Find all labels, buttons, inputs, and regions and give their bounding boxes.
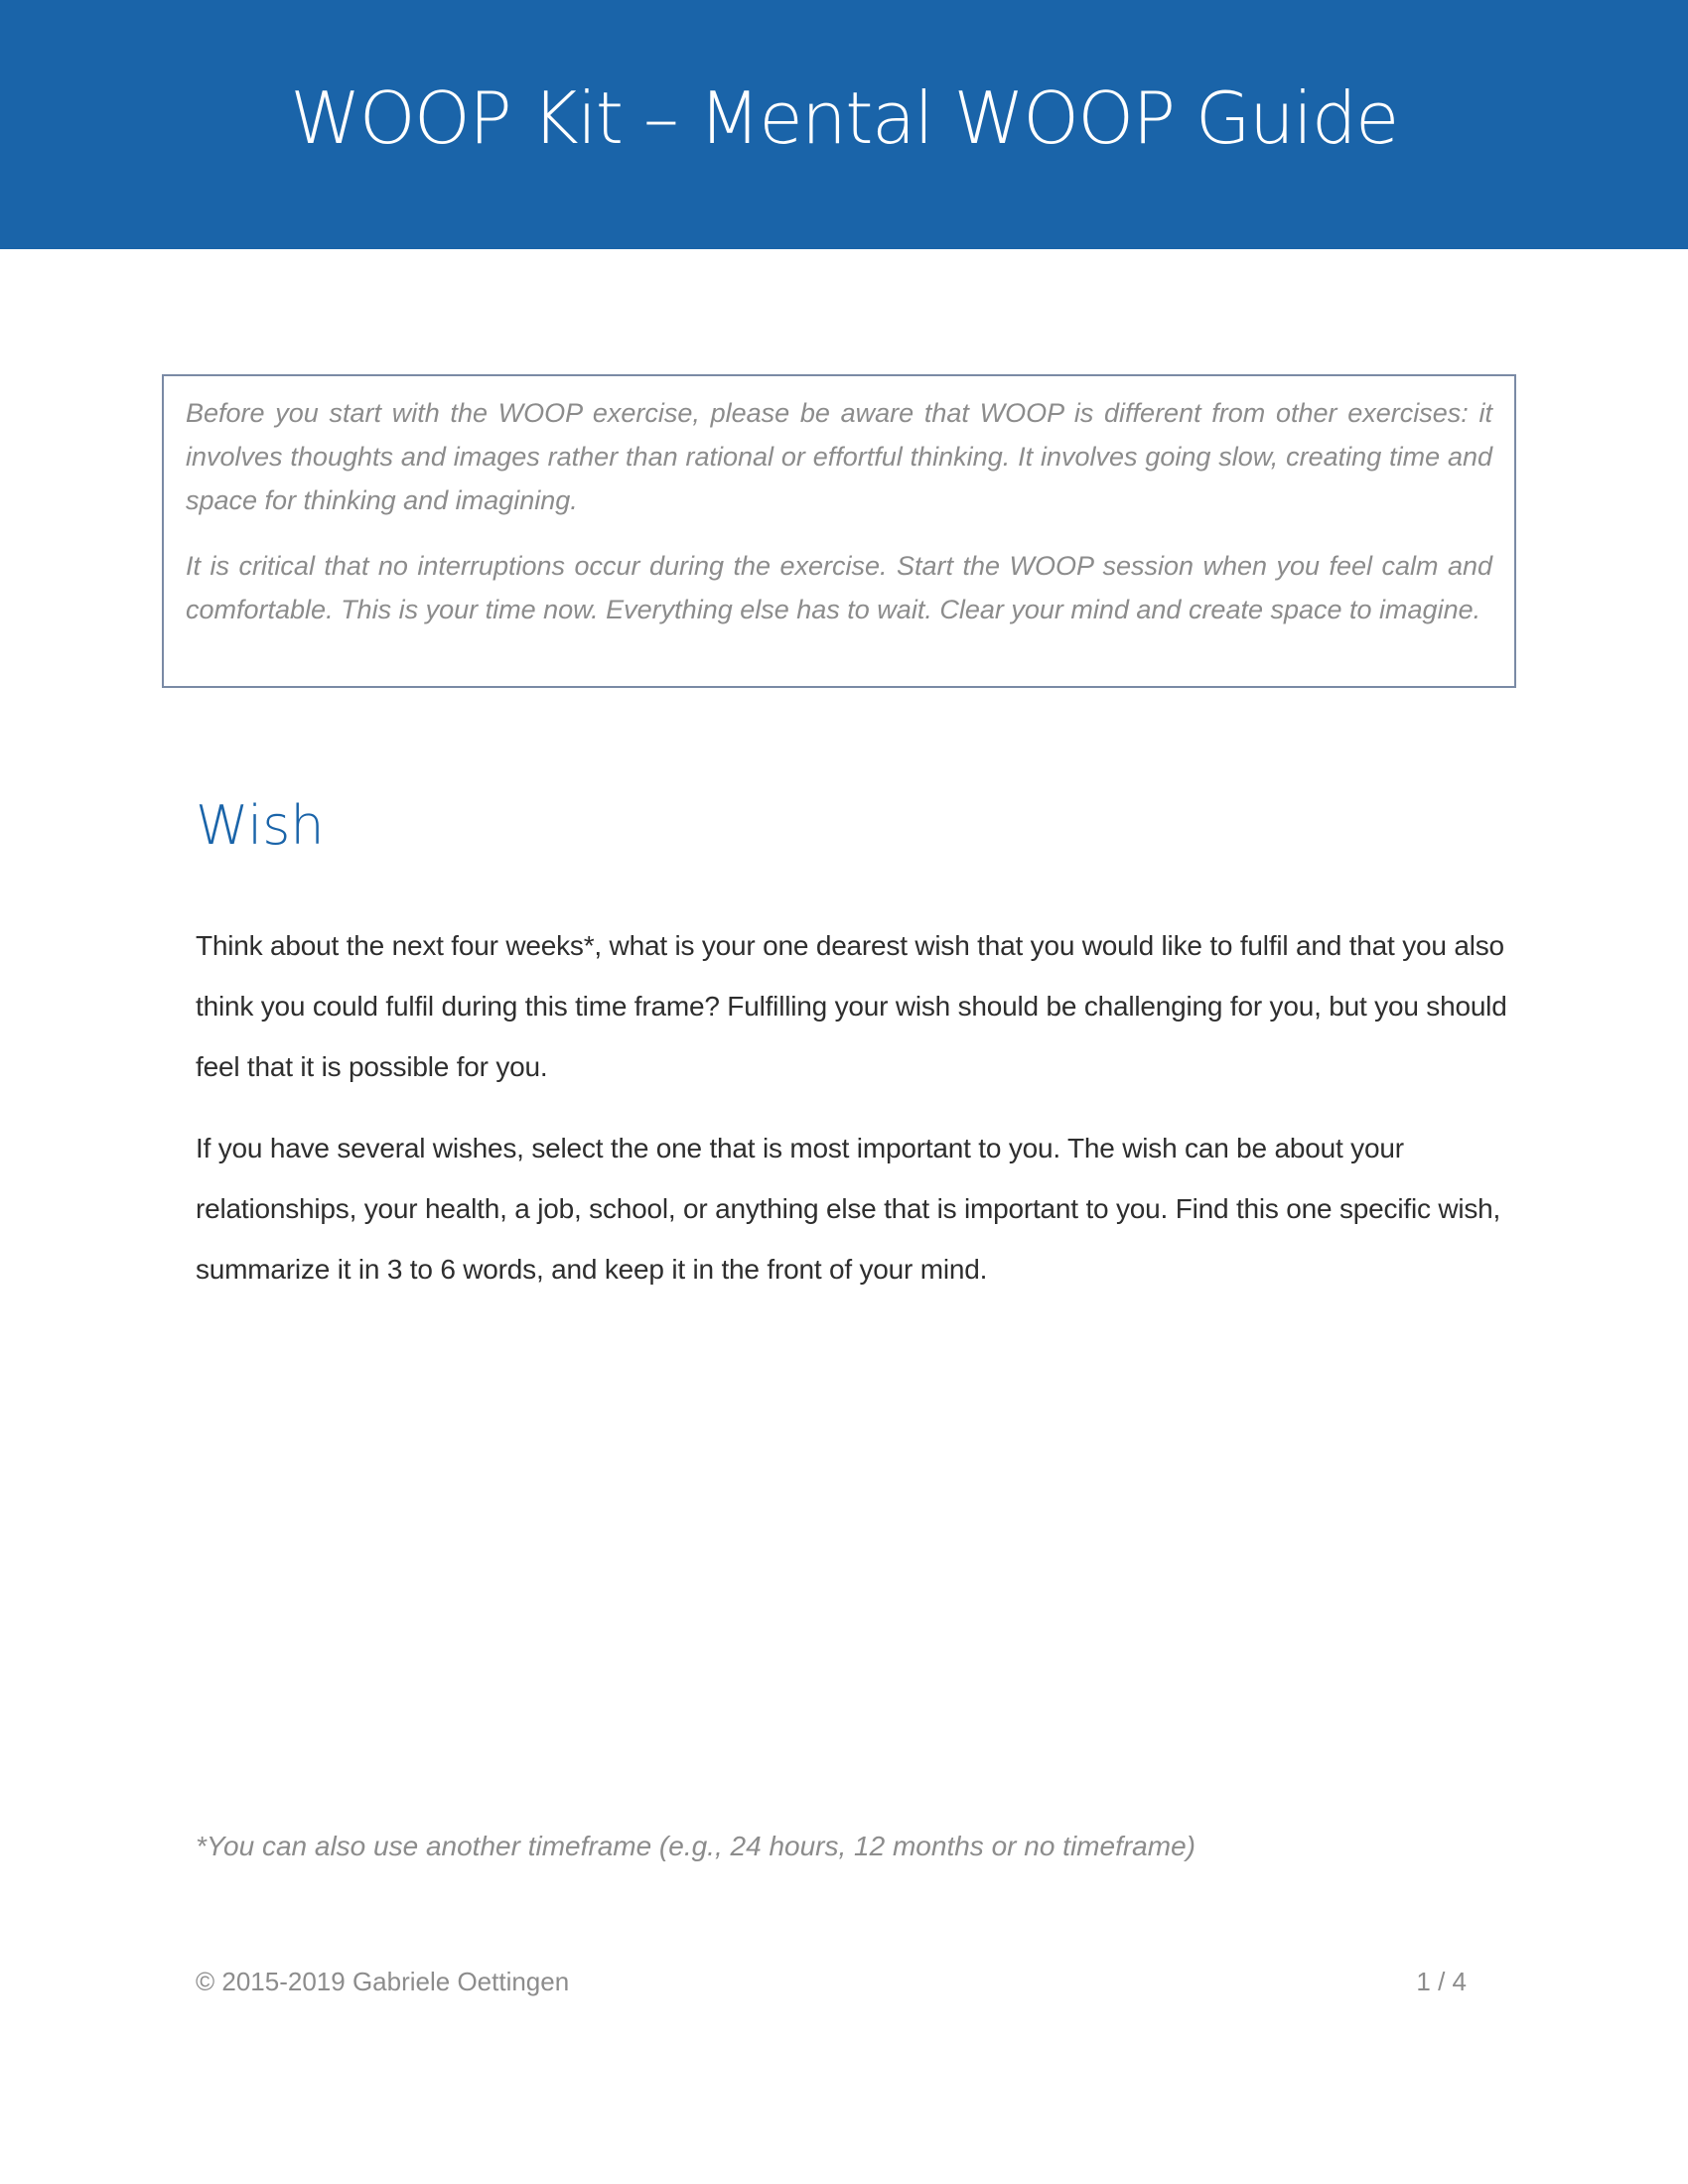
intro-note-box (162, 374, 1516, 688)
intro-paragraph: It is critical that no interruptions occur during the exercise. Start the WOOP session when you feel calm and comfortable. This is your time now. Everything else has to wait. Clear your mind and create space to imagine. (186, 551, 1492, 624)
intro-paragraph: Before you start with the WOOP exercise, please be aware that WOOP is different from other exercises: it involves thoughts and images rather than rational or effortful thinking. It involves going slow, creating time and space for thinking and imagining. (186, 398, 1492, 515)
header-banner (0, 0, 1688, 249)
page-number: 1 / 4 (1416, 1967, 1467, 1996)
body-paragraph: Think about the next four weeks*, what is your one dearest wish that you would like to fulfil and that you also think you could fulfil during this time frame? Fulfilling your wish should be challenging for you, but you should feel that it is possible for you. (196, 930, 1507, 1082)
body-paragraph: If you have several wishes, select the one that is most important to you. The wish can be about your relationships, your health, a job, school, or anything else that is important to you. Find this one specific wish, summarize it in 3 to 6 words, and keep it in the front of your mind. (196, 1133, 1501, 1285)
page-title: WOOP Kit – Mental WOOP Guide (290, 76, 1398, 160)
section-body (196, 915, 1516, 1320)
section-heading-wish: Wish (196, 794, 325, 857)
footnote: *You can also use another timeframe (e.g., 24 hours, 12 months or no timeframe) (196, 1831, 1196, 1861)
copyright-notice: © 2015-2019 Gabriele Oettingen (196, 1967, 570, 1996)
